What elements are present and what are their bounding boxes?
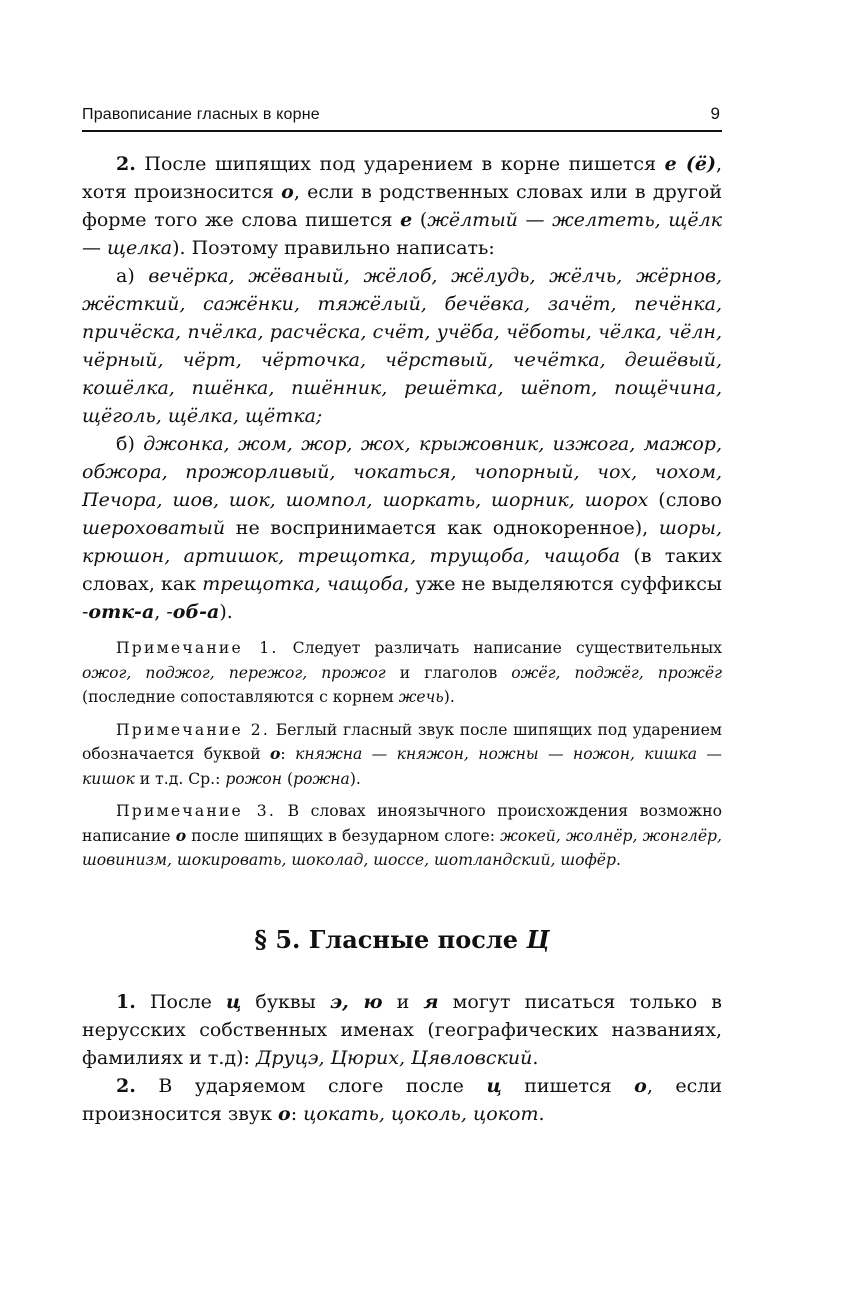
list-b: б) джонка, жом, жор, жох, крыжовник, изжога, мажор, обжора, прожорливый, чокаться, чопорный, чох, чохом, Печора, шов, шок, шомпол, шоркать, шорник, шорох (слово шероховатый не воспринимается как однокоренное), шоры, крюшон, артишок, трещотка, трущоба, чащоба (в таких словах, как трещотка, чащоба, уже не выделяются суффиксы -отк-а, -об-а). [82, 433, 723, 623]
note-label: Примечание 1. [116, 639, 279, 657]
note-2: Примечание 2. Беглый гласный звук после шипящих под ударением обозначается буквой о: княжна — княжон, ножны — ножон, кишка — кишок и т.д. Ср.: рожон (рожна). [82, 720, 723, 788]
list-marker: б) [116, 433, 144, 455]
rule-2-paragraph: 2. После шипящих под ударением в корне пишется е (ё), хотя произносится о, если в родственных словах или в другой форме того же слова пишется е (жёлтый — желтеть, щёлк — щелка). Поэтому правильно написать: [82, 153, 723, 259]
page-body [82, 150, 722, 1128]
section-heading: § 5. Гласные после Ц [254, 924, 550, 954]
note-3: Примечание 3. В словах иноязычного происхождения возможно написание о после шипящих в безударном слоге: жокей, жолнёр, жонглёр, шовинизм, шокировать, шоколад, шоссе, шотландский, шофёр. [82, 802, 722, 869]
example-words: джонка, жом, жор, жох, крыжовник, изжога, мажор, обжора, прожорливый, чокаться, чопорный, чох, чохом, Печора, шов, шок, шомпол, шоркать, шорник, шорох [82, 433, 722, 511]
page-number: 9 [710, 104, 720, 123]
running-title: Правописание гласных в корне [82, 106, 320, 123]
rule-number: 2. [116, 1074, 136, 1097]
rule-c-2-paragraph: 2. В ударяемом слоге после ц пишется о, если произносится звук о: цокать, цоколь, цокот. [82, 1074, 722, 1125]
rule-number: 1. [116, 990, 136, 1013]
example-words: вечёрка, жёваный, жёлоб, жёлудь, жёлчь, жёрнов, жёсткий, сажёнки, тяжёлый, бечёвка, зачёт, печёнка, причёска, пчёлка, расчёска, счёт, учёба, чёботы, чёлка, чёлн, чёрный, чёрт, чёрточка, чёрствый, чечётка, дешёвый, кошёлка, пшёнка, пшённик, решётка, шёпот, пощёчина, щёголь, щёлка, щётка; [82, 265, 723, 427]
list-a [82, 262, 722, 430]
page-header [82, 104, 722, 132]
rule-c-1-paragraph: 1. После ц буквы э, ю и я могут писаться только в нерусских собственных именах (географических названиях, фамилиях и т.д): Друцэ, Цюрих, Цявловский. [82, 990, 722, 1069]
note-label: Примечание 2. [116, 720, 271, 739]
rule-number: 2. [116, 153, 136, 175]
example-words: жёлтый — желтеть, щёлк — щелка [82, 209, 723, 259]
note-1: Примечание 1. Следует различать написание существительных ожог, поджог, пережог, прожог и глаголов ожёг, поджёг, прожёг (последние сопоставляются с корнем жечь). [82, 639, 723, 706]
list-marker: а) [116, 265, 149, 287]
note-label: Примечание 3. [116, 802, 277, 820]
